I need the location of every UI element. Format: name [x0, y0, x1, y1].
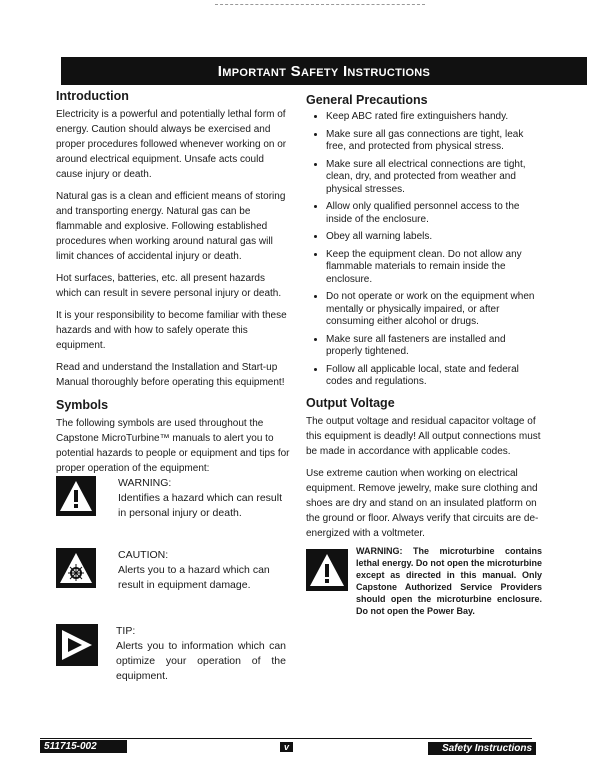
list-item: • Obey all warning labels.	[326, 231, 542, 244]
intro-paragraph-2: Natural gas is a clean and efficient means of storing and transporting energy. Natural gas can be flammable and explosive. Following established procedures when working around natural gas will limit chances of accidental injury or death.	[56, 191, 286, 262]
list-item: • Make sure all fasteners are installed and properly tightened.	[326, 334, 542, 359]
list-item: • Follow all applicable local, state and federal codes and regulations.	[326, 364, 542, 389]
left-column	[56, 88, 290, 483]
symbols-intro: The following symbols are used throughout the Capstone MicroTurbine™ manuals to alert you to potential hazards to people or equipment and tips for proper operation of the equipment:	[56, 418, 290, 474]
precautions-list	[306, 111, 542, 389]
output-voltage-paragraph-1: The output voltage and residual capacitor voltage of this equipment is deadly! All output connections must be made in accordance with applicable codes.	[306, 415, 541, 457]
warning-triangle-icon	[56, 476, 96, 516]
footer-doc-number: 511715-002	[40, 740, 127, 753]
output-voltage-warning-block	[306, 545, 542, 617]
caution-text: Alerts you to a hazard which can result in equipment damage.	[118, 564, 270, 591]
list-item: • Make sure all gas connections are tight, leak free, and protected from physical stress.	[326, 129, 542, 154]
warning-title: WARNING:	[118, 477, 172, 489]
top-rule	[215, 4, 425, 6]
intro-paragraph-4: It is your responsibility to become familiar with these hazards and with how to safely operate this equipment.	[56, 310, 287, 351]
tip-symbol-block	[56, 624, 286, 684]
page-banner: Important Safety Instructions	[61, 57, 587, 85]
caution-title: CAUTION:	[118, 549, 169, 561]
intro-paragraph-3: Hot surfaces, batteries, etc. all present hazards which can result in severe personal injury or death.	[56, 273, 282, 299]
intro-paragraph-1: Electricity is a powerful and potentially lethal form of energy. Caution should always be exercised and proper procedures followed whenever working on or around electrical equipment. Unsafe acts could cause injury or death.	[56, 109, 287, 180]
warning-triangle-icon	[306, 549, 348, 591]
output-voltage-warning-text: WARNING: The microturbine contains lethal energy. Do not open the microturbine except as directed in this manual. Only Capstone Authorized Service Providers should open the microturbine enclosure. Do not open the Power Bay.	[356, 546, 542, 616]
output-voltage-paragraph-2: Use extreme caution when working on electrical equipment. Remove jewelry, make sure clothing and shoes are dry and stand on an insulated platform on the ground or floor. Always verify that circuits are de-energized with a voltmeter.	[306, 467, 539, 539]
introduction-heading: Introduction	[56, 89, 129, 103]
footer-page-number: v	[280, 742, 293, 752]
tip-text: Alerts you to information which can optimize your operation of the equipment.	[116, 640, 286, 682]
caution-triangle-icon	[56, 548, 96, 588]
caution-symbol-block	[56, 548, 290, 593]
intro-paragraph-5: Read and understand the Installation and Start-up Manual thoroughly before operating this equipment!	[56, 362, 285, 388]
footer-section-title: Safety Instructions	[428, 742, 536, 755]
warning-symbol-block	[56, 476, 290, 521]
symbols-heading: Symbols	[56, 398, 109, 412]
list-item: • Make sure all electrical connections are tight, clean, dry, and protected from weather and physical stresses.	[326, 159, 542, 197]
list-item: • Allow only qualified personnel access to the inside of the enclosure.	[326, 201, 542, 226]
tip-title: TIP:	[116, 625, 136, 637]
warning-text: Identifies a hazard which can result in personal injury or death.	[118, 492, 283, 519]
output-voltage-heading: Output Voltage	[306, 395, 395, 410]
list-item: • Keep the equipment clean. Do not allow any flammable materials to remain inside the enclosure.	[326, 249, 542, 287]
list-item: • Keep ABC rated fire extinguishers handy.	[326, 111, 542, 124]
list-item: • Do not operate or work on the equipment when mentally or physically impaired, or after consuming either alcohol or drugs.	[326, 291, 542, 329]
tip-arrow-icon	[56, 624, 98, 666]
right-column	[306, 92, 542, 548]
general-precautions-heading: General Precautions	[306, 93, 428, 107]
